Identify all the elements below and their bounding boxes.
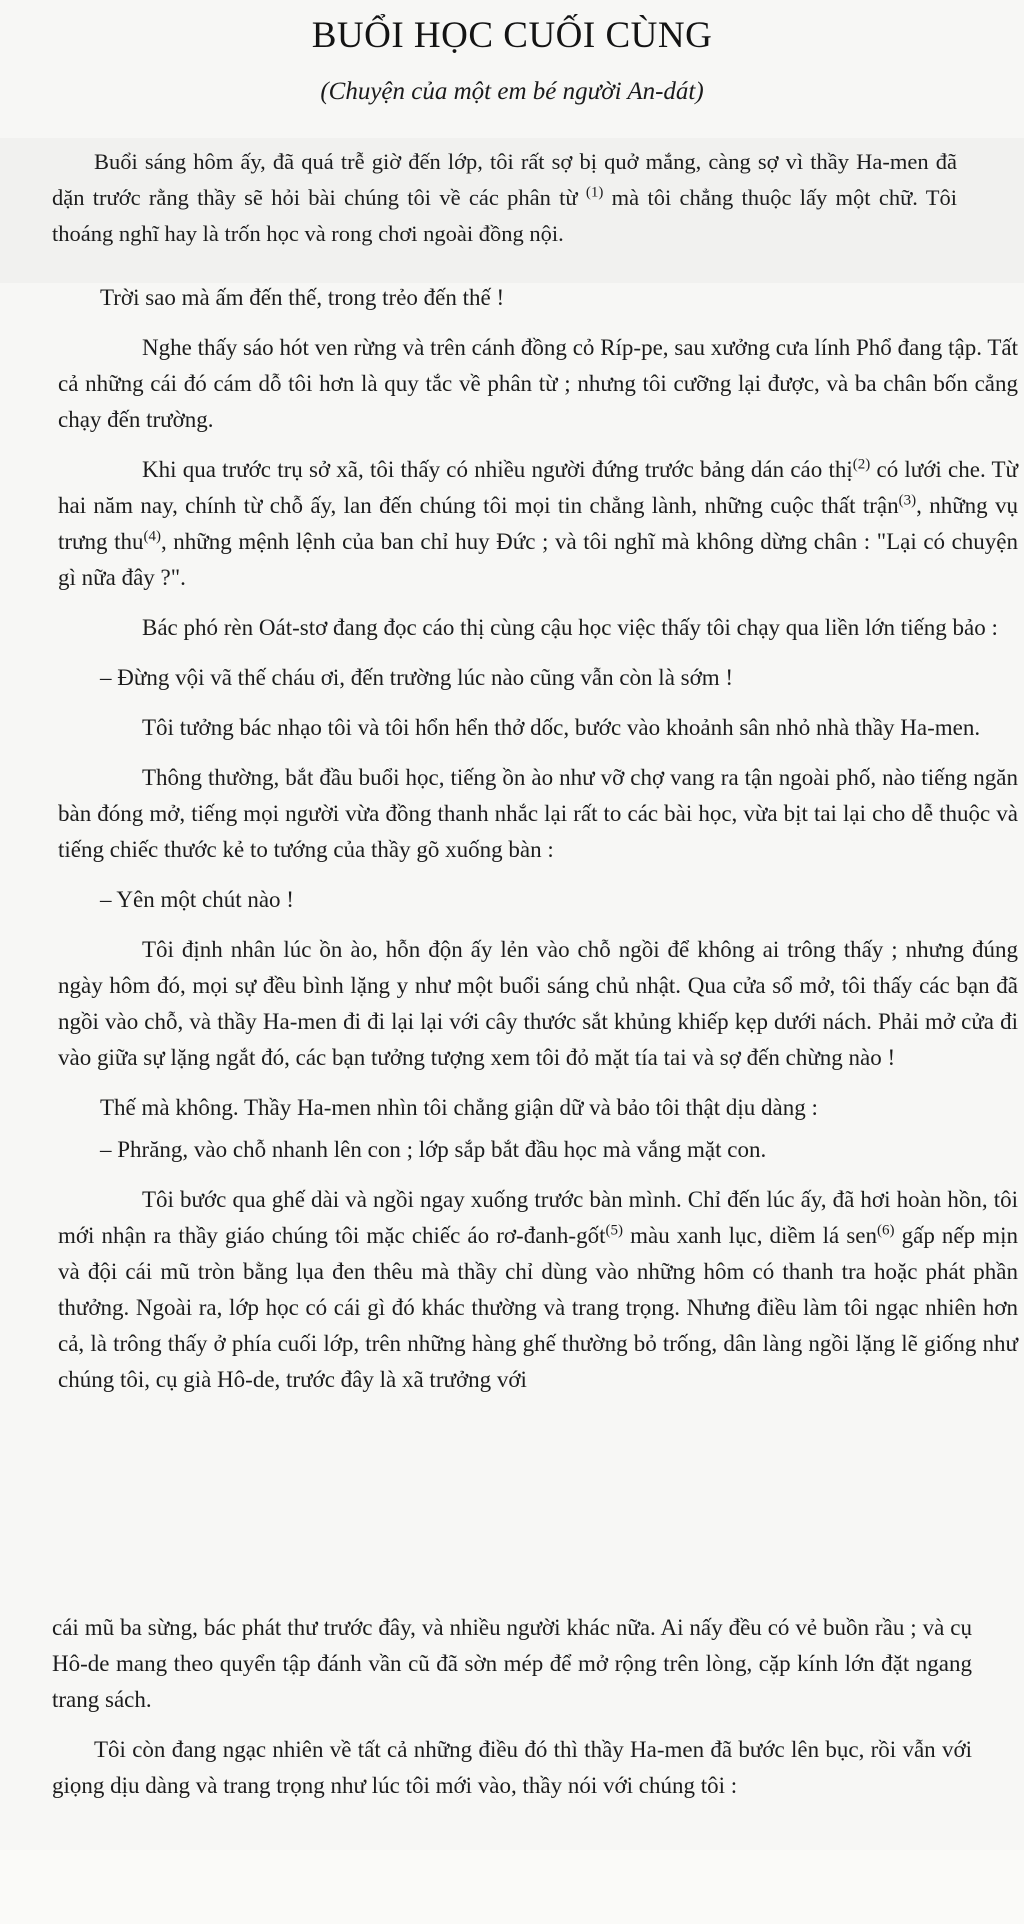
story-body-continued — [52, 1610, 972, 1804]
paragraph-3-part-b: có lưới che. Từ hai năm nay, chính từ chỗ ấy, lan đến chúng tôi mọi tin chẳng lành, những cuộc thất trận — [58, 457, 1019, 518]
paragraph-10: Thế mà không. Thầy Ha-men nhìn tôi chẳng giận dữ và bảo tôi thật dịu dàng : — [100, 1095, 818, 1120]
page-bottom-margin — [0, 1850, 1024, 1924]
paragraph-12-part-b: màu xanh lục, diềm lá sen — [630, 1223, 877, 1248]
dialogue-2: – Yên một chút nào ! — [100, 887, 294, 912]
page-title: BUỔI HỌC CUỐI CÙNG — [311, 15, 713, 56]
paragraph-1: Trời sao mà ấm đến thế, trong trẻo đến thế ! — [100, 285, 505, 310]
paragraph-12 — [58, 1182, 1018, 1398]
intro-paragraph — [52, 144, 957, 252]
page-subtitle: (Chuyện của một em bé người An-dát) — [320, 78, 704, 105]
paragraph-14: Tôi còn đang ngạc nhiên về tất cả những điều đó thì thầy Ha-men đã bước lên bục, rồi vẫn với giọng dịu dàng và trang trọng như lúc tôi mới vào, thầy nói với chúng tôi : — [52, 1737, 972, 1798]
paragraph-12-part-a: Tôi bước qua ghế dài và ngồi ngay xuống trước bàn mình. Chỉ đến lúc ấy, đã hơi hoàn hồn, tôi mới nhận ra thầy giáo chúng tôi mặc chiếc áo rơ-đanh-gốt — [58, 1187, 1018, 1248]
paragraph-6: Tôi tưởng bác nhạo tôi và tôi hổn hển thở dốc, bước vào khoảnh sân nhỏ nhà thầy Ha-men. — [142, 715, 981, 740]
footnote-ref-6: (6) — [877, 1222, 895, 1239]
dialogue-1: – Đừng vội vã thế cháu ơi, đến trường lúc nào cũng vẫn còn là sớm ! — [100, 665, 734, 690]
paragraph-7: Thông thường, bắt đầu buổi học, tiếng ồn ào như vỡ chợ vang ra tận ngoài phố, nào tiếng ngăn bàn đóng mở, tiếng mọi người vừa đồng thanh nhắc lại rất to các bài học, vừa bịt tai lại cho dễ thuộc và tiếng chiếc thước kẻ to tướng của thầy gõ xuống bàn : — [58, 765, 1018, 862]
footnote-ref-2: (2) — [852, 456, 871, 473]
paragraph-3-part-c: , những vụ trưng thu — [58, 493, 1018, 554]
intro-text-continued: mà tôi chẳng thuộc lấy một chữ. Tôi thoáng nghĩ hay là trốn học và rong chơi ngoài đồng nội. — [52, 185, 958, 246]
footnote-ref-5: (5) — [605, 1222, 623, 1239]
paragraph-3-part-a: Khi qua trước trụ sở xã, tôi thấy có nhiều người đứng trước bảng dán cáo thị — [142, 457, 853, 482]
footnote-ref-4: (4) — [143, 528, 161, 545]
paragraph-12-part-c: gấp nếp mịn và đội cái mũ tròn bằng lụa đen thêu mà thầy chỉ dùng vào những hôm có thanh tra hoặc phát phần thưởng. Ngoài ra, lớp học có cái gì đó khác thường và trang trọng. Nhưng điều làm tôi ngạc nhiên hơn cả, là trông thấy ở phía cuối lớp, trên những hàng ghế thường bỏ trống, dân làng ngồi lặng lẽ giống như chúng tôi, cụ già Hô-de, trước đây là xã trưởng với — [58, 1223, 1019, 1392]
paragraph-9: Tôi định nhân lúc ồn ào, hỗn độn ấy lẻn vào chỗ ngồi để không ai trông thấy ; nhưng đúng ngày hôm đó, mọi sự đều bình lặng y như một buổi sáng chủ nhật. Qua cửa sổ mở, tôi thấy các bạn đã ngồi vào chỗ, và thầy Ha-men đi đi lại lại với cây thước sắt khủng khiếp kẹp dưới nách. Phải mở cửa đi vào giữa sự lặng ngắt đó, các bạn tưởng tượng xem tôi đỏ mặt tía tai và sợ đến chừng nào ! — [58, 937, 1018, 1070]
intro-text: Buổi sáng hôm ấy, đã quá trễ giờ đến lớp, tôi rất sợ bị quở mắng, càng sợ vì thầy Ha-men đã dặn trước rằng thầy sẽ hỏi bài chúng tôi về các phân từ — [52, 149, 957, 210]
paragraph-3 — [58, 452, 1018, 596]
paragraph-2: Nghe thấy sáo hót ven rừng và trên cánh đồng cỏ Ríp-pe, sau xưởng cưa lính Phổ đang tập. Tất cả những cái đó cám dỗ tôi hơn là quy tắc về phân từ ; nhưng tôi cưỡng lại được, và ba chân bốn cẳng chạy đến trường. — [58, 335, 1018, 432]
paragraph-3-part-d: , những mệnh lệnh của ban chỉ huy Đức ; và tôi nghĩ mà không dừng chân : "Lại có chuyện gì nữa đây ?". — [58, 529, 1019, 590]
footnote-ref-3: (3) — [898, 492, 917, 509]
intro-block — [0, 138, 1024, 283]
footnote-ref-1: (1) — [585, 184, 604, 201]
paragraph-13: cái mũ ba sừng, bác phát thư trước đây, và nhiều người khác nữa. Ai nấy đều có vẻ buồn rầu ; và cụ Hô-de mang theo quyển tập đánh vần cũ đã sờn mép để mở rộng trên lòng, cặp kính lớn đặt ngang trang sách. — [52, 1615, 972, 1712]
paragraph-4: Bác phó rèn Oát-stơ đang đọc cáo thị cùng cậu học việc thấy tôi chạy qua liền lớn tiếng bảo : — [142, 615, 998, 640]
dialogue-3: – Phrăng, vào chỗ nhanh lên con ; lớp sắp bắt đầu học mà vắng mặt con. — [100, 1137, 767, 1162]
story-body — [58, 284, 1019, 1614]
